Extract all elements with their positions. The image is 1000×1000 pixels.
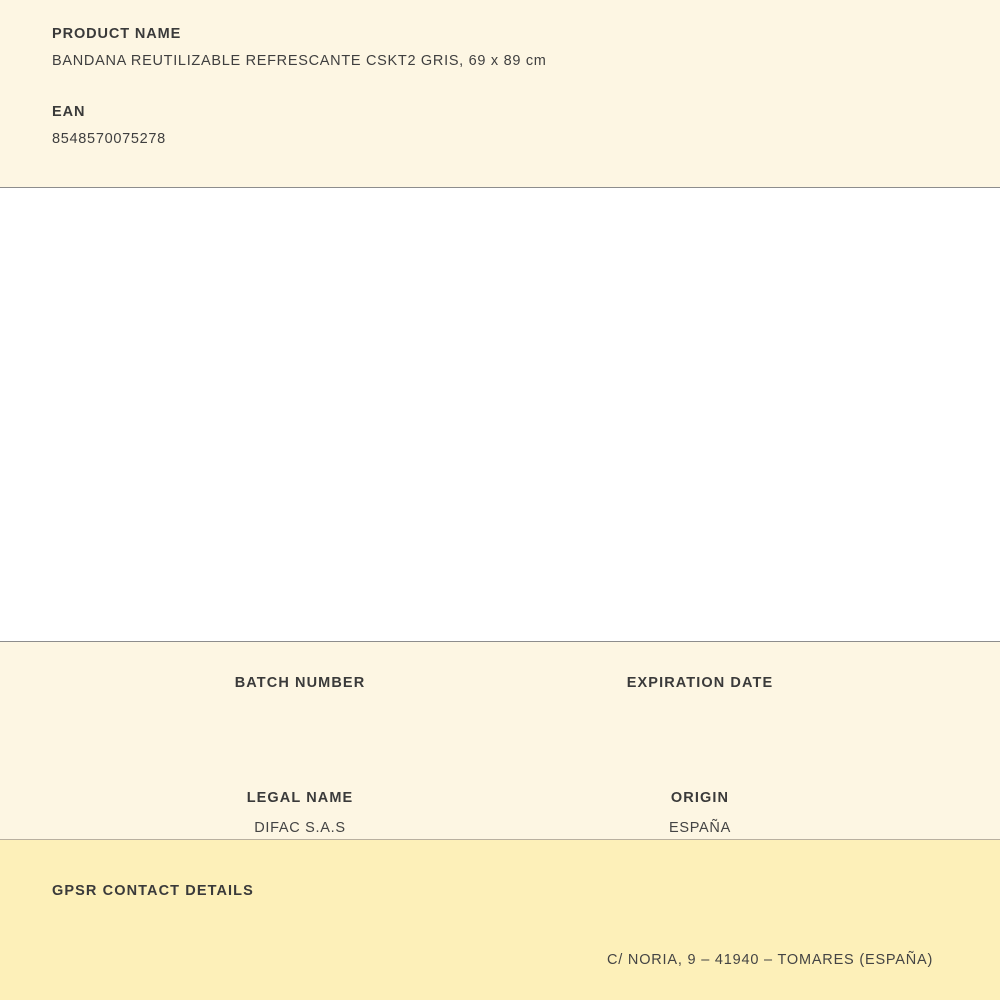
origin-cell — [500, 789, 900, 838]
product-header-section — [0, 0, 1000, 188]
legal-name-cell — [100, 789, 500, 838]
expiration-date-value — [500, 704, 900, 721]
origin-value: ESPAÑA — [669, 819, 731, 836]
details-row-batch-expiration — [100, 642, 900, 721]
ean-label: EAN — [52, 103, 86, 120]
product-details-section — [0, 642, 1000, 840]
batch-number-cell — [100, 674, 500, 721]
product-name-label: PRODUCT NAME — [52, 26, 182, 42]
product-image-area — [0, 188, 1000, 642]
ean-value: 8548570075278 — [52, 131, 166, 148]
gpsr-title: GPSR CONTACT DETAILS — [52, 883, 254, 899]
batch-number-value — [100, 704, 500, 721]
batch-number-label: BATCH NUMBER — [234, 675, 366, 691]
ean-field — [0, 104, 1000, 149]
product-name-field — [0, 26, 1000, 71]
legal-name-label: LEGAL NAME — [246, 789, 354, 806]
field-spacer — [0, 71, 1000, 104]
expiration-date-label: EXPIRATION DATE — [626, 675, 774, 691]
details-row-legal-origin — [100, 721, 900, 838]
gpsr-section — [0, 840, 1000, 1000]
origin-label: ORIGIN — [670, 789, 730, 806]
gpsr-address: C/ NORIA, 9 – 41940 – TOMARES (ESPAÑA) — [607, 952, 934, 968]
legal-name-value: DIFAC S.A.S — [254, 819, 346, 836]
product-name-value: BANDANA REUTILIZABLE REFRESCANTE CSKT2 GRIS, 69 x 89 cm — [52, 53, 547, 70]
expiration-date-cell — [500, 674, 900, 721]
